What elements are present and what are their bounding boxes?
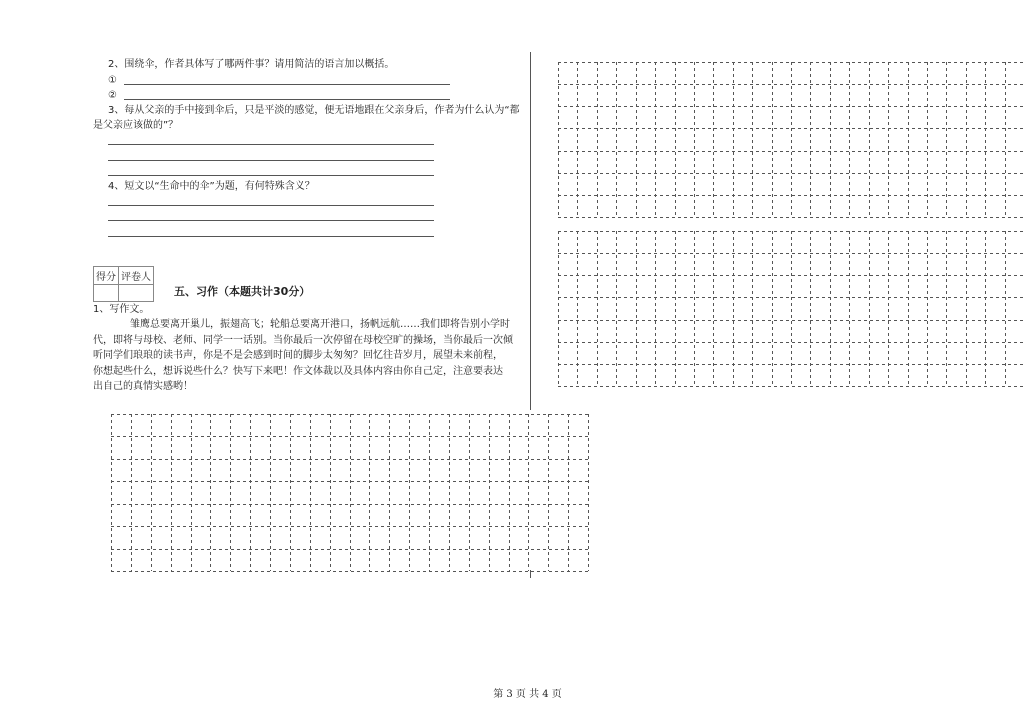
page-footer: 第 3 页 共 4 页 (493, 689, 562, 700)
answer-line[interactable] (124, 99, 450, 100)
grader-label: 评卷人 (119, 267, 154, 285)
writing-grid-bottom[interactable] (111, 414, 589, 572)
column-divider (530, 52, 531, 410)
answer-line[interactable] (108, 175, 434, 176)
score-label: 得分 (94, 267, 119, 285)
answer-line[interactable] (108, 220, 434, 221)
question-3-line-1: 3、每从父亲的手中接到伞后，只是平淡的感觉，便无语地跟在父亲身后，作者为什么认为“都 (108, 105, 520, 116)
score-box (93, 266, 154, 302)
answer-line[interactable] (108, 205, 434, 206)
question-2: 2、围绕伞，作者具体写了哪两件事？请用简洁的语言加以概括。 (108, 59, 395, 70)
section-title: 五、习作（本题共计30分） (174, 285, 311, 298)
prompt-line: 听同学们琅琅的读书声，你是不是会感到时间的脚步太匆匆？回忆往昔岁月，展望未来前程， (93, 350, 503, 361)
prompt-line: 出自己的真情实感哟！ (93, 381, 193, 392)
prompt-line: 雏鹰总要离开巢儿，振翅高飞；轮船总要离开港口，扬帆远航……我们即将告别小学时 (130, 319, 510, 330)
answer-line[interactable] (108, 144, 434, 145)
prompt-line: 代，即将与母校、老师、同学一一话别。当你最后一次停留在母校空旷的操场，当你最后一次倾 (93, 335, 513, 346)
question-3-line-2: 是父亲应该做的”？ (93, 120, 179, 131)
answer-mark-1: ① (108, 75, 117, 86)
writing-grid-right-bottom[interactable] (558, 231, 1024, 387)
score-cell[interactable] (94, 285, 119, 302)
question-4: 4、短文以“生命中的伞”为题，有何特殊含义？ (108, 181, 315, 192)
answer-line[interactable] (124, 84, 450, 85)
prompt-line: 你想起些什么，想诉说些什么？快写下来吧！作文体裁以及具体内容由你自己定，注意要表达 (93, 366, 503, 377)
answer-line[interactable] (108, 236, 434, 237)
answer-line[interactable] (108, 160, 434, 161)
writing-item: 1、写作文。 (93, 304, 150, 315)
answer-mark-2: ② (108, 90, 117, 101)
writing-grid-right-top[interactable] (558, 62, 1024, 218)
grader-cell[interactable] (119, 285, 154, 302)
